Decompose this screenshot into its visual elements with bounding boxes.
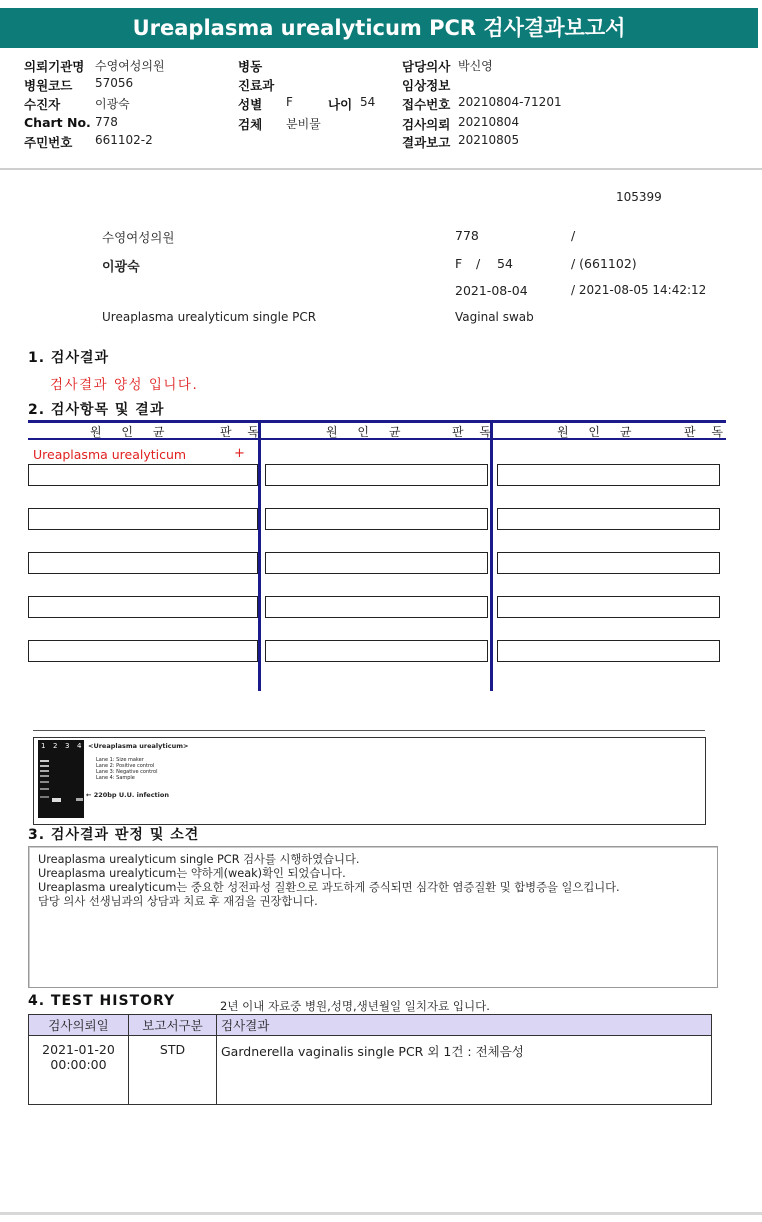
specimen-value: 분비물	[286, 117, 321, 131]
request-date-value: 20210804	[458, 115, 520, 129]
lane-number: 3	[65, 742, 70, 750]
table-row	[29, 1036, 712, 1105]
findings-box	[28, 846, 718, 988]
result-box	[28, 640, 258, 662]
result-box	[265, 552, 488, 574]
findings-line: Ureaplasma urealyticum는 약하게(weak)확인 되었습니다.	[38, 867, 346, 880]
resident-no-label: 주민번호	[24, 135, 73, 150]
result-box	[497, 508, 720, 530]
hospital-code-label: 병원코드	[24, 78, 73, 93]
summary-test-name: Ureaplasma urealyticum single PCR	[102, 310, 317, 324]
result-box	[265, 508, 488, 530]
pathogen-judgment: +	[234, 446, 245, 461]
findings-text	[38, 853, 620, 909]
chart-no-label: Chart No.	[24, 115, 91, 130]
result-box	[497, 464, 720, 486]
result-box	[265, 640, 488, 662]
resident-no-value: 661102-2	[95, 133, 153, 147]
grid-divider-2	[490, 420, 493, 691]
receipt-no-value: 20210804-71201	[458, 95, 562, 109]
gel-bands	[38, 740, 84, 818]
specimen-label: 검체	[238, 117, 263, 132]
summary-age: 54	[497, 256, 513, 271]
result-box	[265, 464, 488, 486]
findings-line: Ureaplasma urealyticum는 중요한 성전파성 질환으로 과도하게 증식되면 심각한 염증질환 및 합병증을 일으킵니다.	[38, 881, 620, 894]
sex-label: 성별	[238, 97, 263, 112]
patient-value: 이광숙	[95, 97, 130, 111]
result-box	[497, 596, 720, 618]
lane-number: 1	[41, 742, 46, 750]
report-title: Ureaplasma urealyticum PCR 검사결과보고서	[0, 8, 758, 48]
findings-line: Ureaplasma urealyticum single PCR 검사를 시행하였습니다.	[38, 853, 360, 866]
gel-electrophoresis-image	[38, 740, 84, 818]
clinical-info-label: 임상정보	[402, 78, 451, 93]
doctor-value: 박신영	[458, 59, 493, 73]
age-value: 54	[360, 95, 376, 109]
doctor-label: 담당의사	[402, 59, 451, 74]
result-box	[28, 464, 258, 486]
history-col-date: 검사의뢰일	[29, 1015, 129, 1036]
history-header-row	[29, 1015, 712, 1036]
history-result: Gardnerella vaginalis single PCR 외 1건 : 전체음성	[217, 1036, 712, 1105]
gel-heading: <Ureaplasma urealyticum>	[88, 742, 189, 750]
result-box	[497, 552, 720, 574]
history-type: STD	[129, 1036, 217, 1105]
history-table	[28, 1014, 712, 1105]
summary-chart-no: 778	[455, 228, 479, 243]
col-header-judgment-3: 판 독	[684, 425, 729, 439]
history-date-cell	[29, 1036, 129, 1105]
history-time: 00:00:00	[50, 1057, 107, 1072]
report-date-value: 20210805	[458, 133, 520, 147]
summary-request-date: 2021-08-04	[455, 283, 528, 298]
pathogen-name: Ureaplasma urealyticum	[33, 447, 187, 462]
patient-label: 수진자	[24, 97, 61, 112]
summary-sex: F	[455, 256, 463, 271]
col-header-judgment-1: 판 독	[220, 425, 265, 439]
gel-band-label: ← 220bp U.U. infection	[86, 791, 169, 799]
age-label: 나이	[328, 97, 353, 112]
sex-value: F	[286, 95, 293, 109]
col-header-judgment-2: 판 독	[452, 425, 497, 439]
hospital-code-value: 57056	[95, 76, 134, 90]
result-box	[28, 596, 258, 618]
report-number: 105399	[616, 190, 662, 204]
gel-legend-item: Lane 4: Sample	[96, 775, 135, 781]
summary-patient-name: 이광숙	[102, 260, 140, 275]
summary-sex-age-sep: /	[476, 256, 481, 271]
history-col-result: 검사결과	[217, 1015, 712, 1036]
gel-legend-item: Lane 2: Positive control	[96, 763, 155, 769]
findings-line: 담당 의사 선생님과의 상담과 치료 후 재검을 권장합니다.	[38, 895, 318, 908]
positive-result-text: 검사결과 양성 입니다.	[50, 377, 199, 393]
gel-legend-item: Lane 1: Size maker	[96, 757, 144, 763]
hospital-name-label: 의뢰기관명	[24, 59, 85, 74]
gel-top-line	[33, 730, 705, 731]
chart-no-value: 778	[95, 115, 118, 129]
summary-birth: / (661102)	[571, 256, 637, 271]
summary-report-datetime: / 2021-08-05 14:42:12	[571, 283, 707, 297]
gel-legend-item: Lane 3: Negative control	[96, 769, 158, 775]
result-box	[28, 552, 258, 574]
summary-slash: /	[571, 228, 576, 243]
section1-title: 1. 검사결과	[28, 350, 110, 366]
grid-divider-1	[258, 420, 261, 691]
receipt-no-label: 접수번호	[402, 97, 451, 112]
result-box	[28, 508, 258, 530]
result-box	[265, 596, 488, 618]
gel-panel	[33, 737, 706, 825]
col-header-pathogen-3: 원 인 균	[557, 425, 640, 439]
summary-specimen: Vaginal swab	[455, 310, 534, 324]
request-date-label: 검사의뢰	[402, 117, 451, 132]
section4-title: 4. TEST HISTORY	[28, 993, 176, 1009]
lane-number: 4	[77, 742, 82, 750]
summary-hospital: 수영여성의원	[102, 230, 175, 245]
lane-number: 2	[53, 742, 58, 750]
ward-label: 병동	[238, 59, 263, 74]
section2-title: 2. 검사항목 및 결과	[28, 402, 165, 418]
history-note: 2년 이내 자료중 병원,성명,생년월일 일치자료 입니다.	[220, 999, 490, 1013]
result-box	[497, 640, 720, 662]
col-header-pathogen-2: 원 인 균	[326, 425, 409, 439]
footer-divider	[0, 1212, 762, 1215]
hospital-name-value: 수영여성의원	[95, 59, 165, 73]
history-date: 2021-01-20	[42, 1042, 115, 1057]
col-header-pathogen-1: 원 인 균	[90, 425, 173, 439]
section3-title: 3. 검사결과 판정 및 소견	[28, 827, 200, 843]
header-divider	[0, 168, 762, 170]
department-label: 진료과	[238, 78, 275, 93]
history-col-type: 보고서구분	[129, 1015, 217, 1036]
report-date-label: 결과보고	[402, 135, 451, 150]
